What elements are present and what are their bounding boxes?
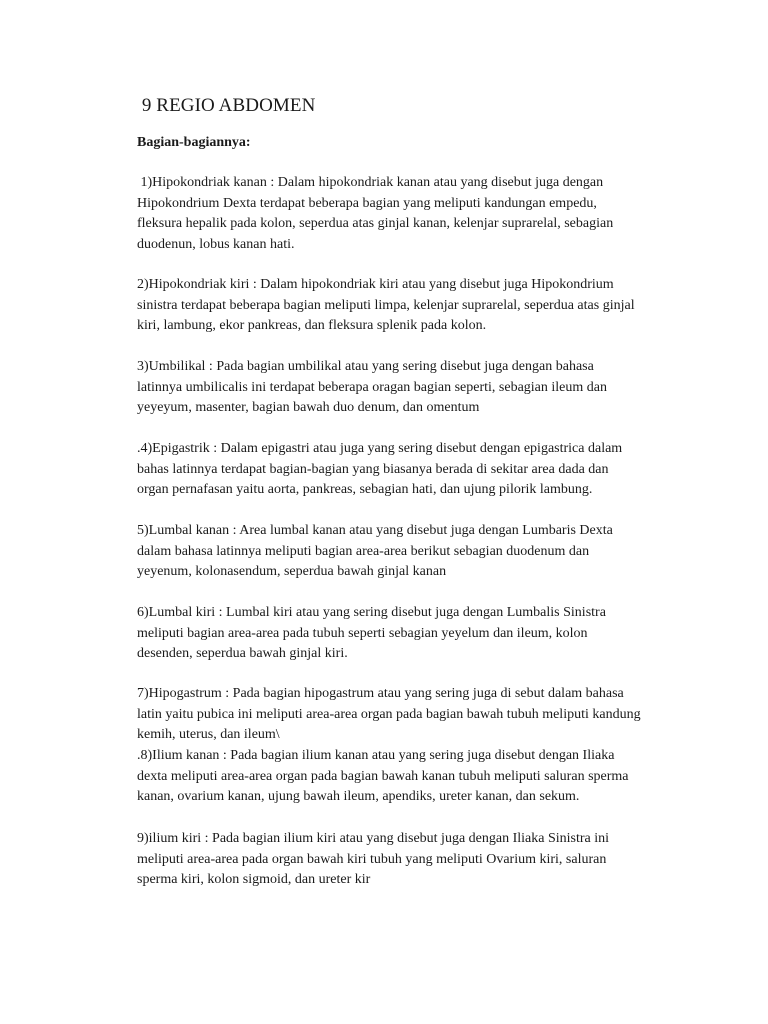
- text-line: meliputi bagian area-area pada tubuh seperti sebagian yeyelum dan ileum, kolon: [137, 625, 588, 641]
- text-line: kanan, ovarium kanan, ujung bawah ileum, apendiks, ureter kanan, dan sekum.: [137, 789, 580, 805]
- text-line: .4)Epigastrik : Dalam epigastri atau juga yang sering disebut dengan epigastrica dalam: [137, 441, 623, 456]
- text-line: sperma kiri, kolon sigmoid, dan ureter kir: [137, 872, 371, 888]
- text-line: desenden, seperdua bawah ginjal kiri.: [137, 646, 348, 662]
- text-line: .8)Ilium kanan : Pada bagian ilium kanan atau yang sering juga disebut dengan Iliaka: [137, 748, 615, 764]
- text-line: dalam bahasa latinnya meliputi bagian area-area berikut sebagian duodenum dan: [137, 543, 590, 559]
- paragraph-hipokondriak-kanan: [137, 173, 697, 256]
- text-line: 7)Hipogastrum : Pada bagian hipogastrum atau yang sering juga di sebut dalam bahasa: [137, 686, 624, 701]
- page-title: 9 REGIO ABDOMEN: [137, 95, 316, 116]
- paragraph-ilium-kiri: [137, 829, 697, 891]
- text-line: kiri, lambung, ekor pankreas, dan fleksura splenik pada kolon.: [137, 318, 487, 334]
- text-line: 3)Umbilikal : Pada bagian umbilikal atau yang sering disebut juga dengan bahasa: [137, 359, 594, 374]
- paragraph-epigastrik: [137, 439, 697, 501]
- text-line: yeyeyum, masenter, bagian bawah duo denum, dan omentum: [137, 400, 480, 416]
- text-line: kemih, uterus, dan ileum\: [137, 727, 280, 743]
- text-line: latinnya umbilicalis ini terdapat beberapa oragan bagian seperti, sebagian ileum dan: [137, 379, 607, 395]
- text-line: sinistra terdapat beberapa bagian meliputi limpa, kelenjar suprarelal, seperdua atas ginjal: [137, 297, 635, 313]
- text-line: fleksura hepalik pada kolon, seperdua atas ginjal kanan, kelenjar suprarelal, sebagian: [137, 216, 614, 232]
- paragraph-lumbal-kiri: [137, 603, 697, 665]
- paragraph-lumbal-kanan: [137, 521, 697, 583]
- text-line: duodenun, lobus kanan hati.: [137, 237, 295, 253]
- paragraph-hipogastrum-ilium-kanan: [137, 684, 697, 808]
- text-line: Hipokondrium Dexta terdapat beberapa bagian yang meliputi kandungan empedu,: [137, 195, 597, 211]
- text-line: 9)ilium kiri : Pada bagian ilium kiri atau yang disebut juga dengan Iliaka Sinistra ini: [137, 831, 610, 846]
- paragraph-hipokondriak-kiri: [137, 275, 697, 337]
- text-line: dexta meliputi area-area organ pada bagian bawah kanan tubuh meliputi saluran sperma: [137, 768, 629, 784]
- section-heading: Bagian-bagiannya:: [137, 135, 251, 150]
- text-line: 1)Hipokondriak kanan : Dalam hipokondriak kanan atau yang disebut juga dengan: [137, 175, 604, 190]
- text-line: yeyenum, kolonasendum, seperdua bawah ginjal kanan: [137, 564, 447, 580]
- text-line: organ pernafasan yaitu aorta, pankreas, sebagian hati, dan ujung pilorik lambung.: [137, 482, 593, 498]
- text-line: 5)Lumbal kanan : Area lumbal kanan atau yang disebut juga dengan Lumbaris Dexta: [137, 523, 613, 538]
- text-line: 2)Hipokondriak kiri : Dalam hipokondriak kiri atau yang disebut juga Hipokondrium: [137, 277, 614, 292]
- text-line: bahas latinnya terdapat bagian-bagian yang biasanya berada di sekitar area dada dan: [137, 461, 609, 477]
- text-line: latin yaitu pubica ini meliputi area-area organ pada bagian bawah tubuh meliputi kandung: [137, 706, 641, 722]
- text-line: 6)Lumbal kiri : Lumbal kiri atau yang sering disebut juga dengan Lumbalis Sinistra: [137, 605, 606, 620]
- paragraph-umbilikal: [137, 357, 697, 419]
- text-line: meliputi area-area pada organ bawah kiri tubuh yang meliputi Ovarium kiri, saluran: [137, 851, 607, 867]
